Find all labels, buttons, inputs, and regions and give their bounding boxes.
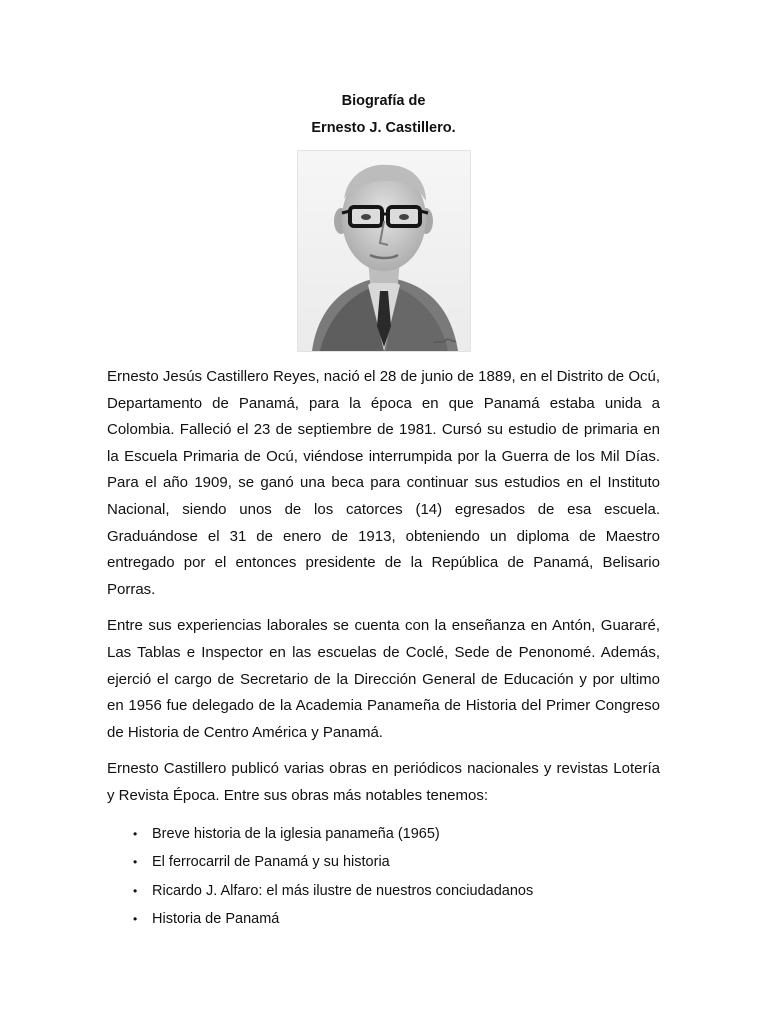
works-list [107, 820, 660, 934]
document-title-line-1: Biografía de [341, 93, 426, 109]
bullet-icon: • [133, 826, 138, 841]
list-item [133, 905, 660, 934]
portrait-container [107, 150, 660, 352]
document-page [107, 88, 660, 934]
document-title-line-2: Ernesto J. Castillero. [311, 120, 456, 136]
bullet-icon: • [133, 883, 138, 898]
paragraph-career: Entre sus experiencias laborales se cuenta con la enseñanza en Antón, Guararé, Las Tablas e Inspector en las escuelas de Coclé, Sede de Penonomé. Además, ejerció el cargo de Secretario de la Dirección General de Educación y por ultimo en 1956 fue delegado de la Academia Panameña de Historia del Primer Congreso de Historia de Centro América y Panamá. [107, 617, 660, 741]
work-title: El ferrocarril de Panamá y su historia [152, 854, 390, 870]
bullet-icon: • [133, 855, 138, 869]
paragraph-works-intro: Ernesto Castillero publicó varias obras en periódicos nacionales y revistas Lotería y Revista Época. Entre sus obras más notables tenemos: [107, 760, 660, 804]
work-title: Historia de Panamá [152, 911, 280, 927]
bullet-icon: • [133, 912, 138, 926]
paragraph-birth: Ernesto Jesús Castillero Reyes, nació el 28 de junio de 1889, en el Distrito de Ocú, Departamento de Panamá, para la época en que Panamá estaba unida a Colombia. Falleció el 23 de septiembre de 1981. Cursó su estudio de primaria en la Escuela Primaria de Ocú, viéndose interrumpida por la Guerra de los Mil Días. Para el año 1909, se ganó una beca para continuar sus estudios en el Instituto Nacional, siendo unos de los catorces (14) egresados de esa escuela. Graduándose el 31 de enero de 1913, obteniendo un diploma de Maestro entregado por el entonces presidente de la República de Panamá, Belisario Porras. [107, 368, 660, 598]
work-title: Breve historia de la iglesia panameña (1965) [152, 825, 440, 842]
work-title: Ricardo J. Alfaro: el más ilustre de nuestros conciudadanos [152, 882, 534, 899]
portrait-sketch-icon [297, 150, 471, 352]
list-item [133, 820, 660, 849]
list-item [133, 848, 660, 877]
list-item [133, 877, 660, 906]
